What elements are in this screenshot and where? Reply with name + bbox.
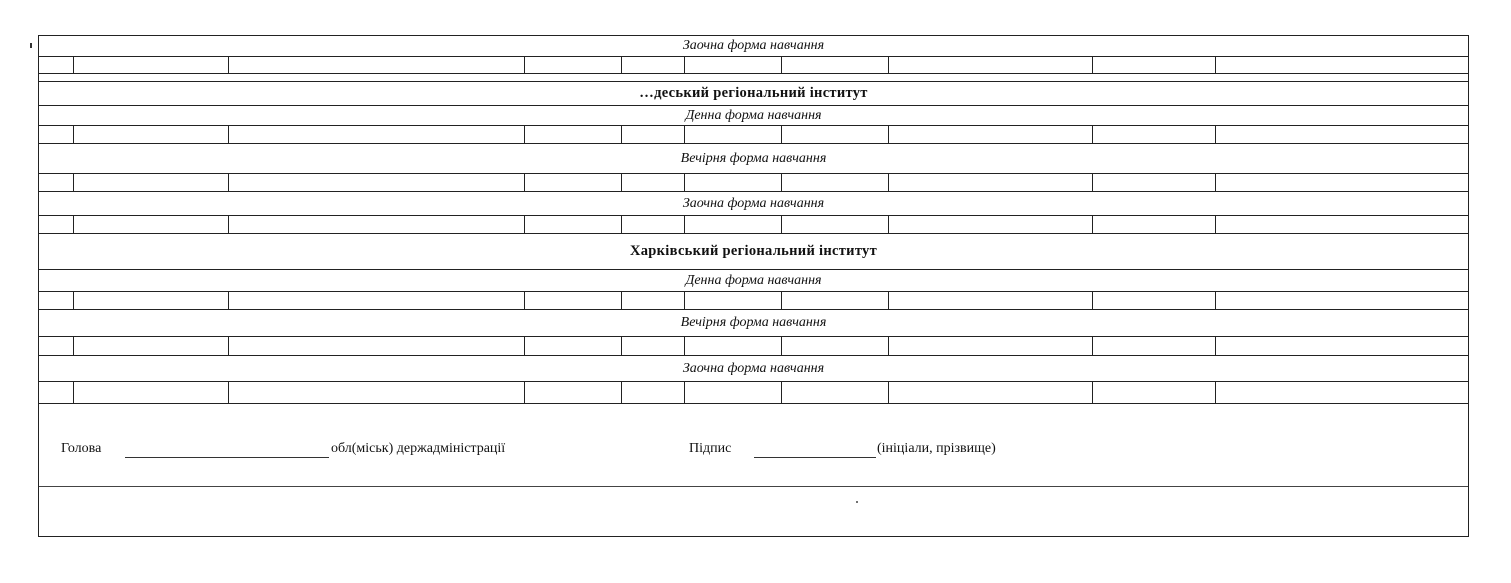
blank-data-row: [39, 57, 1468, 74]
table-cell: [782, 216, 889, 233]
table-cell: [525, 126, 622, 143]
table-cell: [889, 382, 1093, 403]
form-title: Вечірня форма навчання: [680, 150, 827, 166]
table-cell: [229, 382, 526, 403]
head-label: Голова: [61, 441, 102, 456]
institute-row-kharkiv: [39, 234, 1468, 270]
table-cell: [525, 57, 622, 73]
form-title: Денна форма навчання: [685, 107, 822, 123]
table-cell: [782, 174, 889, 191]
table-cell: [889, 292, 1093, 309]
table-cell: [782, 57, 889, 73]
table-cell: [622, 126, 685, 143]
scan-speck: [856, 501, 858, 503]
table-cell: [685, 174, 782, 191]
table-cell: [1216, 292, 1468, 309]
table-cell: [889, 337, 1093, 355]
table-cell: [1216, 382, 1468, 403]
table-cell: [74, 337, 229, 355]
form-row-vechirnia-2: [39, 144, 1468, 174]
table-cell: [1093, 126, 1217, 143]
table-cell: [1093, 216, 1217, 233]
table-cell: [229, 174, 526, 191]
table-cell: [1093, 174, 1217, 191]
table-cell: [74, 292, 229, 309]
table-cell: [685, 126, 782, 143]
table-cell: [525, 292, 622, 309]
table-cell: [622, 216, 685, 233]
head-name-line: [125, 457, 329, 458]
table-cell: [1216, 337, 1468, 355]
form-title: Денна форма навчання: [685, 272, 822, 288]
table-cell: [1093, 337, 1217, 355]
table-cell: [622, 292, 685, 309]
signature-label: Підпис: [689, 441, 732, 456]
table-cell: [1093, 292, 1217, 309]
table-cell: [685, 57, 782, 73]
table-cell: [685, 337, 782, 355]
table-cell: [229, 57, 526, 73]
table-cell: [889, 174, 1093, 191]
form-title: Заочна форма навчання: [682, 195, 825, 211]
table-cell: [39, 382, 74, 403]
table-cell: [39, 126, 74, 143]
table-cell: [622, 57, 685, 73]
table-cell: [39, 292, 74, 309]
table-cell: [229, 292, 526, 309]
scan-mark: [30, 43, 32, 48]
table-cell: [1216, 216, 1468, 233]
blank-data-row: [39, 216, 1468, 234]
table-cell: [685, 216, 782, 233]
table-cell: [74, 382, 229, 403]
table-cell: [39, 57, 74, 73]
table-cell: [889, 216, 1093, 233]
table-cell: [782, 126, 889, 143]
institute-row-odesa: [39, 82, 1468, 106]
signature-block: [39, 441, 1468, 461]
institute-title: …деський регіональний інститут: [639, 85, 868, 102]
table-cell: [782, 292, 889, 309]
table-cell: [622, 337, 685, 355]
spacer-row: [39, 74, 1468, 82]
form-row-denna-2: [39, 106, 1468, 126]
table-cell: [782, 382, 889, 403]
table-cell: [74, 216, 229, 233]
signature-line: [754, 457, 876, 458]
form-row-vechirnia-3: [39, 310, 1468, 337]
table-cell: [1093, 382, 1217, 403]
table-cell: [74, 57, 229, 73]
table-cell: [525, 337, 622, 355]
table-cell: [1093, 57, 1217, 73]
form-row-zaochna-1: [39, 36, 1468, 57]
table-cell: [525, 382, 622, 403]
table-cell: [782, 337, 889, 355]
form-title: Вечірня форма навчання: [680, 315, 827, 330]
table-cell: [685, 292, 782, 309]
table-cell: [39, 216, 74, 233]
form-row-zaochna-2: [39, 192, 1468, 216]
table-cell: [1216, 126, 1468, 143]
initials-label: (ініціали, прізвище): [877, 441, 996, 456]
table-cell: [229, 216, 526, 233]
table-cell: [622, 382, 685, 403]
blank-data-row: [39, 174, 1468, 192]
blank-data-row: [39, 126, 1468, 144]
table-cell: [685, 382, 782, 403]
admin-label: обл(міськ) держадміністрації: [331, 441, 506, 456]
table-cell: [889, 57, 1093, 73]
footer-divider: [39, 486, 1468, 487]
table-cell: [39, 337, 74, 355]
table-cell: [525, 174, 622, 191]
blank-data-row: [39, 337, 1468, 356]
form-title: Заочна форма навчання: [682, 360, 825, 376]
table-cell: [1216, 174, 1468, 191]
table-cell: [1216, 57, 1468, 73]
form-table: [38, 35, 1469, 537]
table-cell: [889, 126, 1093, 143]
form-title: Заочна форма навчання: [682, 38, 825, 53]
table-cell: [74, 174, 229, 191]
form-row-zaochna-3: [39, 356, 1468, 382]
table-cell: [229, 126, 526, 143]
table-cell: [229, 337, 526, 355]
table-cell: [74, 126, 229, 143]
table-cell: [39, 174, 74, 191]
form-row-denna-3: [39, 270, 1468, 292]
table-cell: [525, 216, 622, 233]
blank-data-row: [39, 292, 1468, 310]
table-cell: [622, 174, 685, 191]
blank-data-row: [39, 382, 1468, 404]
institute-title: Харківський регіональний інститут: [629, 243, 878, 260]
